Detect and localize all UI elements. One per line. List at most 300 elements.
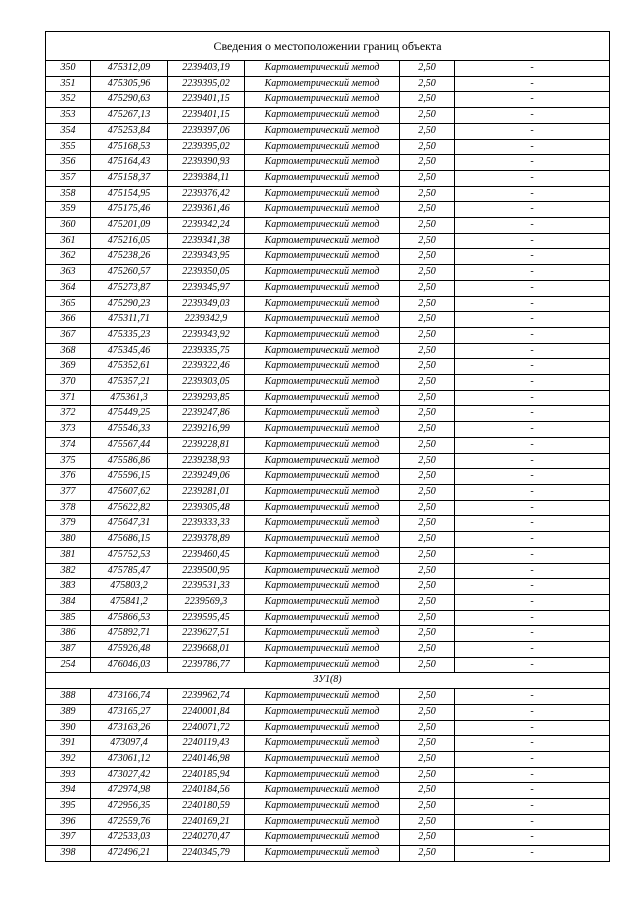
y-coordinate-cell: 2239350,05 — [168, 265, 245, 281]
precision-cell: 2,50 — [400, 327, 455, 343]
x-coordinate-cell: 472974,98 — [91, 783, 168, 799]
description-cell: - — [455, 500, 610, 516]
method-cell: Картометрический метод — [245, 218, 400, 234]
y-coordinate-cell: 2240180,59 — [168, 799, 245, 815]
method-cell: Картометрический метод — [245, 814, 400, 830]
precision-cell: 2,50 — [400, 296, 455, 312]
table-row — [46, 343, 610, 359]
description-cell: - — [455, 249, 610, 265]
boundary-coordinates-table — [45, 31, 610, 862]
point-number-cell: 393 — [46, 767, 91, 783]
precision-cell: 2,50 — [400, 579, 455, 595]
description-cell: - — [455, 327, 610, 343]
description-cell: - — [455, 139, 610, 155]
method-cell: Картометрический метод — [245, 657, 400, 673]
description-cell: - — [455, 92, 610, 108]
table-row — [46, 233, 610, 249]
point-number-cell: 395 — [46, 799, 91, 815]
description-cell: - — [455, 720, 610, 736]
point-number-cell: 368 — [46, 343, 91, 359]
method-cell: Картометрический метод — [245, 484, 400, 500]
table-row — [46, 453, 610, 469]
description-cell: - — [455, 343, 610, 359]
y-coordinate-cell: 2239395,02 — [168, 139, 245, 155]
point-number-cell: 386 — [46, 626, 91, 642]
description-cell: - — [455, 767, 610, 783]
precision-cell: 2,50 — [400, 594, 455, 610]
y-coordinate-cell: 2239500,95 — [168, 563, 245, 579]
precision-cell: 2,50 — [400, 375, 455, 391]
y-coordinate-cell: 2239786,77 — [168, 657, 245, 673]
method-cell: Картометрический метод — [245, 296, 400, 312]
table-row — [46, 108, 610, 124]
description-cell: - — [455, 233, 610, 249]
y-coordinate-cell: 2240001,84 — [168, 704, 245, 720]
table-body-part-1 — [46, 61, 610, 673]
table-row — [46, 704, 610, 720]
method-cell: Картометрический метод — [245, 327, 400, 343]
method-cell: Картометрический метод — [245, 170, 400, 186]
method-cell: Картометрический метод — [245, 61, 400, 77]
x-coordinate-cell: 475201,09 — [91, 218, 168, 234]
table-row — [46, 312, 610, 328]
precision-cell: 2,50 — [400, 343, 455, 359]
table-row — [46, 186, 610, 202]
table-row — [46, 657, 610, 673]
x-coordinate-cell: 475158,37 — [91, 170, 168, 186]
point-number-cell: 363 — [46, 265, 91, 281]
x-coordinate-cell: 472559,76 — [91, 814, 168, 830]
table-row — [46, 484, 610, 500]
y-coordinate-cell: 2239378,89 — [168, 532, 245, 548]
precision-cell: 2,50 — [400, 233, 455, 249]
precision-cell: 2,50 — [400, 437, 455, 453]
x-coordinate-cell: 475596,15 — [91, 469, 168, 485]
method-cell: Картометрический метод — [245, 500, 400, 516]
table-row — [46, 563, 610, 579]
description-cell: - — [455, 312, 610, 328]
point-number-cell: 356 — [46, 155, 91, 171]
x-coordinate-cell: 475567,44 — [91, 437, 168, 453]
method-cell: Картометрический метод — [245, 751, 400, 767]
point-number-cell: 394 — [46, 783, 91, 799]
table-row — [46, 155, 610, 171]
table-row — [46, 579, 610, 595]
method-cell: Картометрический метод — [245, 579, 400, 595]
precision-cell: 2,50 — [400, 249, 455, 265]
x-coordinate-cell: 475841,2 — [91, 594, 168, 610]
table-body-part-2 — [46, 689, 610, 862]
method-cell: Картометрический метод — [245, 76, 400, 92]
table-row — [46, 139, 610, 155]
precision-cell: 2,50 — [400, 610, 455, 626]
y-coordinate-cell: 2239384,11 — [168, 170, 245, 186]
point-number-cell: 360 — [46, 218, 91, 234]
precision-cell: 2,50 — [400, 61, 455, 77]
y-coordinate-cell: 2240071,72 — [168, 720, 245, 736]
description-cell: - — [455, 296, 610, 312]
precision-cell: 2,50 — [400, 689, 455, 705]
x-coordinate-cell: 475311,71 — [91, 312, 168, 328]
method-cell: Картометрический метод — [245, 375, 400, 391]
precision-cell: 2,50 — [400, 532, 455, 548]
precision-cell: 2,50 — [400, 265, 455, 281]
point-number-cell: 375 — [46, 453, 91, 469]
precision-cell: 2,50 — [400, 76, 455, 92]
precision-cell: 2,50 — [400, 92, 455, 108]
table-row — [46, 830, 610, 846]
description-cell: - — [455, 799, 610, 815]
table-title: Сведения о местоположении границ объекта — [46, 32, 610, 61]
table-row — [46, 92, 610, 108]
method-cell: Картометрический метод — [245, 720, 400, 736]
table-row — [46, 123, 610, 139]
method-cell: Картометрический метод — [245, 563, 400, 579]
table-row — [46, 642, 610, 658]
precision-cell: 2,50 — [400, 704, 455, 720]
y-coordinate-cell: 2240184,56 — [168, 783, 245, 799]
y-coordinate-cell: 2240185,94 — [168, 767, 245, 783]
y-coordinate-cell: 2239401,15 — [168, 108, 245, 124]
method-cell: Картометрический метод — [245, 123, 400, 139]
description-cell: - — [455, 123, 610, 139]
x-coordinate-cell: 475752,53 — [91, 547, 168, 563]
point-number-cell: 396 — [46, 814, 91, 830]
table-row — [46, 170, 610, 186]
table-row — [46, 547, 610, 563]
table-row — [46, 751, 610, 767]
y-coordinate-cell: 2239303,05 — [168, 375, 245, 391]
method-cell: Картометрический метод — [245, 799, 400, 815]
table-row — [46, 375, 610, 391]
point-number-cell: 361 — [46, 233, 91, 249]
point-number-cell: 387 — [46, 642, 91, 658]
description-cell: - — [455, 814, 610, 830]
precision-cell: 2,50 — [400, 720, 455, 736]
point-number-cell: 376 — [46, 469, 91, 485]
x-coordinate-cell: 475357,21 — [91, 375, 168, 391]
section-label: ЗУ1(8) — [46, 673, 610, 689]
point-number-cell: 389 — [46, 704, 91, 720]
method-cell: Картометрический метод — [245, 783, 400, 799]
description-cell: - — [455, 642, 610, 658]
precision-cell: 2,50 — [400, 202, 455, 218]
table-row — [46, 249, 610, 265]
description-cell: - — [455, 453, 610, 469]
y-coordinate-cell: 2240345,79 — [168, 846, 245, 862]
precision-cell: 2,50 — [400, 390, 455, 406]
precision-cell: 2,50 — [400, 767, 455, 783]
description-cell: - — [455, 406, 610, 422]
description-cell: - — [455, 579, 610, 595]
table-row — [46, 626, 610, 642]
y-coordinate-cell: 2240169,21 — [168, 814, 245, 830]
precision-cell: 2,50 — [400, 563, 455, 579]
point-number-cell: 367 — [46, 327, 91, 343]
table-row — [46, 359, 610, 375]
method-cell: Картометрический метод — [245, 92, 400, 108]
precision-cell: 2,50 — [400, 751, 455, 767]
method-cell: Картометрический метод — [245, 516, 400, 532]
method-cell: Картометрический метод — [245, 249, 400, 265]
point-number-cell: 374 — [46, 437, 91, 453]
x-coordinate-cell: 475866,53 — [91, 610, 168, 626]
x-coordinate-cell: 475449,25 — [91, 406, 168, 422]
point-number-cell: 353 — [46, 108, 91, 124]
point-number-cell: 372 — [46, 406, 91, 422]
y-coordinate-cell: 2239322,46 — [168, 359, 245, 375]
y-coordinate-cell: 2239390,93 — [168, 155, 245, 171]
point-number-cell: 358 — [46, 186, 91, 202]
y-coordinate-cell: 2239962,74 — [168, 689, 245, 705]
point-number-cell: 365 — [46, 296, 91, 312]
table-row — [46, 532, 610, 548]
precision-cell: 2,50 — [400, 736, 455, 752]
y-coordinate-cell: 2239305,48 — [168, 500, 245, 516]
method-cell: Картометрический метод — [245, 139, 400, 155]
y-coordinate-cell: 2239343,92 — [168, 327, 245, 343]
point-number-cell: 377 — [46, 484, 91, 500]
table-title-row — [46, 32, 610, 61]
method-cell: Картометрический метод — [245, 312, 400, 328]
y-coordinate-cell: 2239342,9 — [168, 312, 245, 328]
precision-cell: 2,50 — [400, 280, 455, 296]
description-cell: - — [455, 186, 610, 202]
y-coordinate-cell: 2239595,45 — [168, 610, 245, 626]
table-row — [46, 390, 610, 406]
precision-cell: 2,50 — [400, 547, 455, 563]
description-cell: - — [455, 484, 610, 500]
point-number-cell: 254 — [46, 657, 91, 673]
y-coordinate-cell: 2239668,01 — [168, 642, 245, 658]
table-row — [46, 799, 610, 815]
point-number-cell: 351 — [46, 76, 91, 92]
method-cell: Картометрический метод — [245, 422, 400, 438]
description-cell: - — [455, 736, 610, 752]
point-number-cell: 392 — [46, 751, 91, 767]
point-number-cell: 388 — [46, 689, 91, 705]
precision-cell: 2,50 — [400, 814, 455, 830]
table-row — [46, 720, 610, 736]
y-coordinate-cell: 2239345,97 — [168, 280, 245, 296]
method-cell: Картометрический метод — [245, 626, 400, 642]
x-coordinate-cell: 475154,95 — [91, 186, 168, 202]
method-cell: Картометрический метод — [245, 532, 400, 548]
table-row — [46, 61, 610, 77]
method-cell: Картометрический метод — [245, 390, 400, 406]
x-coordinate-cell: 475622,82 — [91, 500, 168, 516]
precision-cell: 2,50 — [400, 218, 455, 234]
point-number-cell: 382 — [46, 563, 91, 579]
x-coordinate-cell: 473027,42 — [91, 767, 168, 783]
method-cell: Картометрический метод — [245, 108, 400, 124]
method-cell: Картометрический метод — [245, 406, 400, 422]
point-number-cell: 350 — [46, 61, 91, 77]
method-cell: Картометрический метод — [245, 689, 400, 705]
x-coordinate-cell: 475253,84 — [91, 123, 168, 139]
point-number-cell: 385 — [46, 610, 91, 626]
table-row — [46, 422, 610, 438]
description-cell: - — [455, 532, 610, 548]
point-number-cell: 354 — [46, 123, 91, 139]
x-coordinate-cell: 475785,47 — [91, 563, 168, 579]
description-cell: - — [455, 594, 610, 610]
description-cell: - — [455, 626, 610, 642]
y-coordinate-cell: 2239341,38 — [168, 233, 245, 249]
table-row — [46, 265, 610, 281]
precision-cell: 2,50 — [400, 155, 455, 171]
x-coordinate-cell: 472533,03 — [91, 830, 168, 846]
precision-cell: 2,50 — [400, 123, 455, 139]
y-coordinate-cell: 2239238,93 — [168, 453, 245, 469]
x-coordinate-cell: 475267,13 — [91, 108, 168, 124]
description-cell: - — [455, 830, 610, 846]
point-number-cell: 383 — [46, 579, 91, 595]
table-row — [46, 610, 610, 626]
x-coordinate-cell: 475647,31 — [91, 516, 168, 532]
precision-cell: 2,50 — [400, 422, 455, 438]
x-coordinate-cell: 473061,12 — [91, 751, 168, 767]
description-cell: - — [455, 359, 610, 375]
point-number-cell: 380 — [46, 532, 91, 548]
table-row — [46, 469, 610, 485]
y-coordinate-cell: 2239460,45 — [168, 547, 245, 563]
method-cell: Картометрический метод — [245, 233, 400, 249]
y-coordinate-cell: 2239293,85 — [168, 390, 245, 406]
y-coordinate-cell: 2239349,03 — [168, 296, 245, 312]
y-coordinate-cell: 2239333,33 — [168, 516, 245, 532]
x-coordinate-cell: 475361,3 — [91, 390, 168, 406]
precision-cell: 2,50 — [400, 783, 455, 799]
point-number-cell: 362 — [46, 249, 91, 265]
method-cell: Картометрический метод — [245, 704, 400, 720]
y-coordinate-cell: 2239376,42 — [168, 186, 245, 202]
x-coordinate-cell: 475273,87 — [91, 280, 168, 296]
x-coordinate-cell: 475686,15 — [91, 532, 168, 548]
point-number-cell: 398 — [46, 846, 91, 862]
method-cell: Картометрический метод — [245, 830, 400, 846]
description-cell: - — [455, 657, 610, 673]
description-cell: - — [455, 265, 610, 281]
description-cell: - — [455, 280, 610, 296]
description-cell: - — [455, 437, 610, 453]
method-cell: Картометрический метод — [245, 437, 400, 453]
y-coordinate-cell: 2239403,19 — [168, 61, 245, 77]
method-cell: Картометрический метод — [245, 610, 400, 626]
method-cell: Картометрический метод — [245, 469, 400, 485]
x-coordinate-cell: 475305,96 — [91, 76, 168, 92]
table-row — [46, 296, 610, 312]
table-row — [46, 437, 610, 453]
precision-cell: 2,50 — [400, 830, 455, 846]
point-number-cell: 373 — [46, 422, 91, 438]
description-cell: - — [455, 390, 610, 406]
point-number-cell: 384 — [46, 594, 91, 610]
y-coordinate-cell: 2240270,47 — [168, 830, 245, 846]
description-cell: - — [455, 422, 610, 438]
y-coordinate-cell: 2239247,86 — [168, 406, 245, 422]
description-cell: - — [455, 218, 610, 234]
method-cell: Картометрический метод — [245, 202, 400, 218]
description-cell: - — [455, 846, 610, 862]
method-cell: Картометрический метод — [245, 343, 400, 359]
y-coordinate-cell: 2239361,46 — [168, 202, 245, 218]
precision-cell: 2,50 — [400, 186, 455, 202]
precision-cell: 2,50 — [400, 469, 455, 485]
method-cell: Картометрический метод — [245, 642, 400, 658]
point-number-cell: 371 — [46, 390, 91, 406]
x-coordinate-cell: 475164,43 — [91, 155, 168, 171]
y-coordinate-cell: 2239281,01 — [168, 484, 245, 500]
description-cell: - — [455, 170, 610, 186]
method-cell: Картометрический метод — [245, 767, 400, 783]
method-cell: Картометрический метод — [245, 155, 400, 171]
precision-cell: 2,50 — [400, 484, 455, 500]
table-row — [46, 783, 610, 799]
table-row — [46, 767, 610, 783]
x-coordinate-cell: 473165,27 — [91, 704, 168, 720]
x-coordinate-cell: 475345,46 — [91, 343, 168, 359]
point-number-cell: 370 — [46, 375, 91, 391]
method-cell: Картометрический метод — [245, 186, 400, 202]
x-coordinate-cell: 473163,26 — [91, 720, 168, 736]
description-cell: - — [455, 155, 610, 171]
x-coordinate-cell: 475803,2 — [91, 579, 168, 595]
description-cell: - — [455, 610, 610, 626]
description-cell: - — [455, 783, 610, 799]
x-coordinate-cell: 475352,61 — [91, 359, 168, 375]
x-coordinate-cell: 472496,21 — [91, 846, 168, 862]
x-coordinate-cell: 475335,23 — [91, 327, 168, 343]
point-number-cell: 364 — [46, 280, 91, 296]
table-row — [46, 406, 610, 422]
precision-cell: 2,50 — [400, 359, 455, 375]
y-coordinate-cell: 2239395,02 — [168, 76, 245, 92]
precision-cell: 2,50 — [400, 108, 455, 124]
y-coordinate-cell: 2240119,43 — [168, 736, 245, 752]
description-cell: - — [455, 469, 610, 485]
x-coordinate-cell: 475607,62 — [91, 484, 168, 500]
table-row — [46, 202, 610, 218]
x-coordinate-cell: 475892,71 — [91, 626, 168, 642]
point-number-cell: 379 — [46, 516, 91, 532]
precision-cell: 2,50 — [400, 799, 455, 815]
x-coordinate-cell: 475312,09 — [91, 61, 168, 77]
x-coordinate-cell: 475238,26 — [91, 249, 168, 265]
description-cell: - — [455, 516, 610, 532]
y-coordinate-cell: 2239249,06 — [168, 469, 245, 485]
description-cell: - — [455, 751, 610, 767]
y-coordinate-cell: 2239627,51 — [168, 626, 245, 642]
precision-cell: 2,50 — [400, 312, 455, 328]
description-cell: - — [455, 375, 610, 391]
x-coordinate-cell: 475260,57 — [91, 265, 168, 281]
point-number-cell: 352 — [46, 92, 91, 108]
table-row — [46, 218, 610, 234]
section-row — [46, 673, 610, 689]
x-coordinate-cell: 475546,33 — [91, 422, 168, 438]
table-row — [46, 689, 610, 705]
method-cell: Картометрический метод — [245, 594, 400, 610]
method-cell: Картометрический метод — [245, 547, 400, 563]
method-cell: Картометрический метод — [245, 736, 400, 752]
x-coordinate-cell: 472956,35 — [91, 799, 168, 815]
x-coordinate-cell: 473097,4 — [91, 736, 168, 752]
method-cell: Картометрический метод — [245, 846, 400, 862]
method-cell: Картометрический метод — [245, 280, 400, 296]
description-cell: - — [455, 689, 610, 705]
table-row — [46, 280, 610, 296]
